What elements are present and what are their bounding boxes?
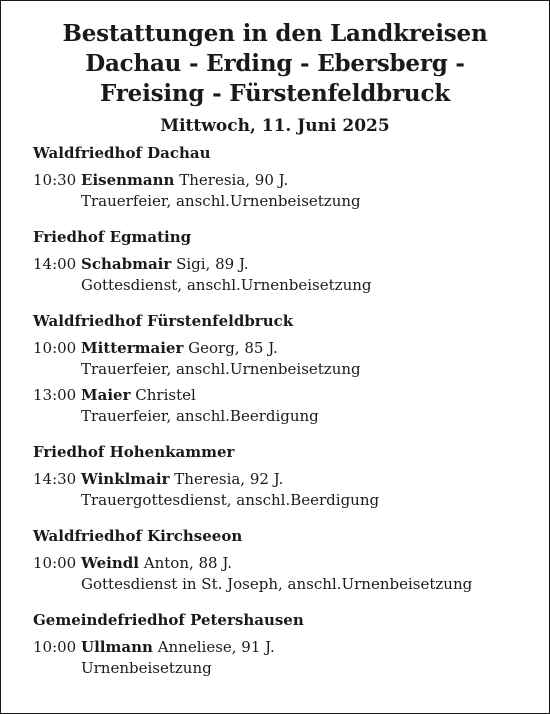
entry-line bbox=[33, 170, 533, 191]
entry-line bbox=[33, 338, 533, 359]
entry-surname: Maier bbox=[81, 386, 131, 404]
funeral-entry bbox=[33, 254, 533, 296]
cemetery-section bbox=[33, 526, 533, 595]
funeral-entry bbox=[33, 170, 533, 212]
entry-surname: Weindl bbox=[81, 554, 139, 572]
title-line: Bestattungen in den Landkreisen bbox=[62, 20, 488, 47]
entry-details: Sigi, 89 J. bbox=[176, 255, 249, 273]
entry-details: Theresia, 90 J. bbox=[179, 171, 289, 189]
entry-ceremony: Trauerfeier, anschl.Beerdigung bbox=[81, 407, 319, 425]
entry-details: Anneliese, 91 J. bbox=[157, 638, 275, 656]
entry-details: Georg, 85 J. bbox=[188, 339, 278, 357]
funeral-entry bbox=[33, 338, 533, 380]
cemetery-section bbox=[33, 311, 533, 427]
entry-time: 10:30 bbox=[33, 171, 77, 189]
page-title bbox=[1, 19, 549, 109]
cemetery-name: Friedhof Hohenkammer bbox=[33, 443, 235, 461]
entry-ceremony: Trauerfeier, anschl.Urnenbeisetzung bbox=[81, 192, 361, 210]
entry-details: Christel bbox=[135, 386, 196, 404]
date-heading: Mittwoch, 11. Juni 2025 bbox=[160, 116, 390, 136]
cemetery-name: Friedhof Egmating bbox=[33, 228, 192, 246]
entry-surname: Mittermaier bbox=[81, 339, 184, 357]
entry-time: 10:00 bbox=[33, 339, 77, 357]
title-line: Dachau - Erding - Ebersberg - bbox=[85, 50, 465, 77]
funeral-entry bbox=[33, 637, 533, 679]
entry-surname: Ullmann bbox=[81, 638, 153, 656]
entry-line bbox=[33, 553, 533, 574]
cemetery-name: Waldfriedhof Fürstenfeldbruck bbox=[33, 312, 294, 330]
entry-time: 14:30 bbox=[33, 470, 77, 488]
entry-line bbox=[33, 385, 533, 406]
entry-ceremony: Trauerfeier, anschl.Urnenbeisetzung bbox=[81, 360, 361, 378]
entry-ceremony: Urnenbeisetzung bbox=[81, 659, 212, 677]
funeral-entry bbox=[33, 469, 533, 511]
entry-time: 10:00 bbox=[33, 554, 77, 572]
title-line: Freising - Fürstenfeldbruck bbox=[100, 80, 450, 107]
entry-surname: Schabmair bbox=[81, 255, 172, 273]
entry-time: 10:00 bbox=[33, 638, 77, 656]
entry-time: 14:00 bbox=[33, 255, 77, 273]
cemetery-name: Waldfriedhof Kirchseeon bbox=[33, 527, 243, 545]
cemetery-name: Gemeindefriedhof Petershausen bbox=[33, 611, 304, 629]
entry-line bbox=[33, 637, 533, 658]
entry-line bbox=[33, 254, 533, 275]
entry-surname: Winklmair bbox=[81, 470, 170, 488]
entry-surname: Eisenmann bbox=[81, 171, 175, 189]
cemetery-section bbox=[33, 143, 533, 212]
entry-ceremony: Gottesdienst, anschl.Urnenbeisetzung bbox=[81, 276, 372, 294]
entry-ceremony: Gottesdienst in St. Joseph, anschl.Urnenbeisetzung bbox=[81, 575, 473, 593]
entry-details: Anton, 88 J. bbox=[143, 554, 232, 572]
entry-ceremony: Trauergottesdienst, anschl.Beerdigung bbox=[81, 491, 380, 509]
funeral-entry bbox=[33, 385, 533, 427]
entry-details: Theresia, 92 J. bbox=[174, 470, 284, 488]
cemetery-name: Waldfriedhof Dachau bbox=[33, 144, 211, 162]
entry-time: 13:00 bbox=[33, 386, 77, 404]
cemetery-section bbox=[33, 227, 533, 296]
cemetery-section bbox=[33, 610, 533, 679]
cemetery-section bbox=[33, 442, 533, 511]
entry-line bbox=[33, 469, 533, 490]
cemetery-sections bbox=[1, 143, 549, 679]
funeral-entry bbox=[33, 553, 533, 595]
